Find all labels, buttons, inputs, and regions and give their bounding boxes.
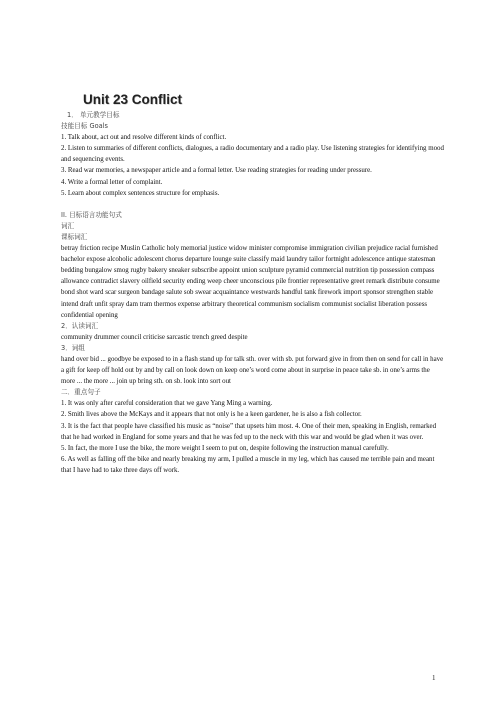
phrases-list: hand over bid ... goodbye be exposed to in a flash stand up for talk sth. over with sb. put forward give in from then on send for call in have a gift for keep off hold out by and by call on look down on keep one’s word come about in surprise in peace take sb. in one’s arms the more ... the more ... join up bring sth. on sb. look into sort out xyxy=(61,355,444,386)
section-heading-language: II. 目标语言功能句式 xyxy=(61,210,122,219)
goal-item: 3. Read war memories, a newspaper article and a formal letter. Use reading strategies for reading under pressure. xyxy=(61,167,372,175)
recognize-vocab-list: community drummer council criticise sarcastic trench greed despite xyxy=(61,333,248,341)
section-heading-goals: 1． 单元教学目标 xyxy=(67,111,120,119)
sentence-item: 3. It is the fact that people have classified his music as “noise” that upsets him most. 4. One of their men, speaking in English, remarked that he had worked in England for some years and that he was fed up to the neck with this war and would be glad when it was over. xyxy=(61,422,437,441)
sentence-item: 1. It was only after careful consideration that we gave Yang Ming a warning. xyxy=(61,400,273,408)
goal-item: 1. Talk about, act out and resolve different kinds of conflict. xyxy=(61,134,227,142)
sentence-item: 6. As well as falling off the bike and nearly breaking my arm, I pulled a muscle in my leg, which has caused me terrible pain and meant that I have had to take three days off work. xyxy=(61,455,435,474)
page-number: 1 xyxy=(432,674,436,682)
sentence-item: 5. In fact, the more I use the bike, the more weight I seem to put on, despite following the instruction manual carefully. xyxy=(61,444,389,452)
sentence-item: 2. Smith lives above the McKays and it appears that not only is he a keen gardener, he is also a fish collector. xyxy=(61,411,362,419)
core-vocab-list: betray friction recipe Muslin Catholic holy memorial justice widow minister compromise immigration civilian prejudice racial furnished bachelor expose alcoholic adolescent chorus departure lounge suite classify maid laundry tailor fortnight adolescence antique statesman bedding bungalow smog rugby bakery sneaker subscribe appoint union sculpture pyramid commercial nutrition tip possession compass allowance contradict slavery oilfield security ending weep cheer unconscious pile frontier representative greet remark distribute consume bond shot ward scar surgeon bandage salute sob swear acquaintance westwards handful tank firework import sponsor strengthen stable intend draft unfit spray dam tram thermos expense arbitrary theoretical communism socialism communist socialist liberation possess confidential opening xyxy=(61,245,440,319)
phrases-label: 3．词组 xyxy=(61,343,85,352)
vocab-label: 词汇 xyxy=(61,221,75,230)
core-vocab-label: 课标词汇 xyxy=(61,232,88,241)
unit-title: Unit 23 Conflict xyxy=(83,92,183,107)
goal-item: 5. Learn about complex sentences structure for emphasis. xyxy=(61,189,220,197)
document-body xyxy=(61,110,445,476)
section-heading-sentences: 二．重点句子 xyxy=(61,388,101,397)
goal-item: 4. Write a formal letter of complaint. xyxy=(61,178,163,186)
goals-label: 技能目标 Goals xyxy=(61,122,108,131)
goal-item: 2. Listen to summaries of different conflicts, dialogues, a radio documentary and a radio play. Use listening strategies for identifying mood and sequencing events. xyxy=(61,145,444,164)
recognize-vocab-label: 2．认读词汇 xyxy=(61,321,99,330)
